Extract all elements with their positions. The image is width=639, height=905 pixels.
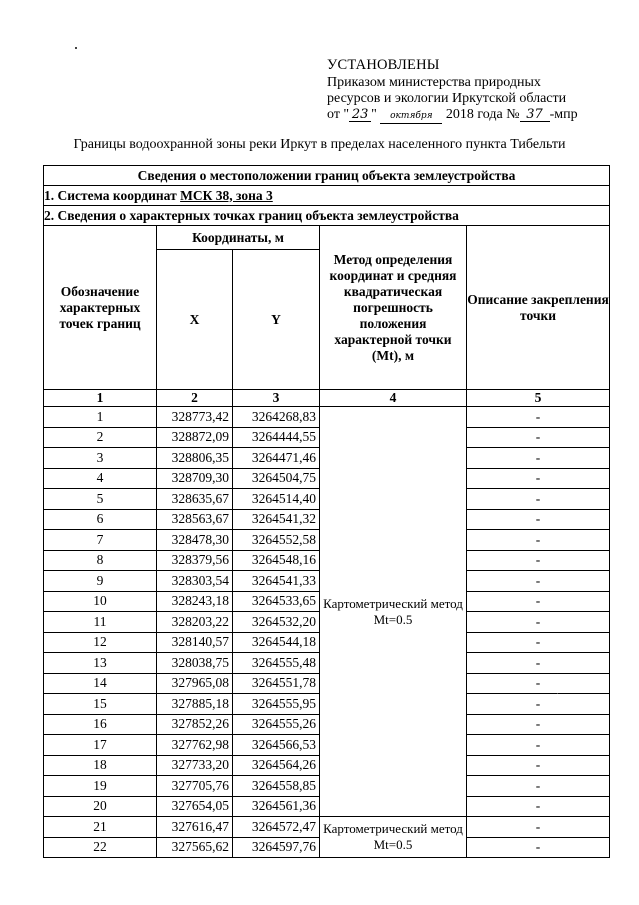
- coord-x: 327616,47: [157, 817, 233, 838]
- scan-speck: [75, 47, 77, 49]
- point-description: -: [467, 776, 610, 797]
- coord-y: 3264564,26: [233, 755, 320, 776]
- coord-x: 327705,76: [157, 776, 233, 797]
- col-number-2: 2: [157, 390, 233, 407]
- date-year: 2018 года №: [445, 107, 520, 122]
- coord-x: 328773,42: [157, 407, 233, 428]
- point-id: 17: [44, 735, 157, 756]
- header-x: X: [157, 250, 233, 390]
- point-description: -: [467, 407, 610, 428]
- point-id: 15: [44, 694, 157, 715]
- section-characteristic-points: 2. Сведения о характерных точках границ объекта землеустройства: [44, 206, 610, 226]
- boundary-points-table: [43, 165, 610, 858]
- coord-y: 3264268,83: [233, 407, 320, 428]
- header-point-designation: Обозначение характерных точек границ: [44, 226, 157, 390]
- coord-x: 327654,05: [157, 796, 233, 817]
- point-id: 22: [44, 837, 157, 858]
- coord-x: 328635,67: [157, 489, 233, 510]
- coord-y: 3264471,46: [233, 448, 320, 469]
- coord-y: 3264548,16: [233, 550, 320, 571]
- point-description: -: [467, 468, 610, 489]
- coord-x: 328872,09: [157, 427, 233, 448]
- point-id: 11: [44, 612, 157, 633]
- point-description: -: [467, 755, 610, 776]
- coord-x: 327762,98: [157, 735, 233, 756]
- point-id: 19: [44, 776, 157, 797]
- col-number-3: 3: [233, 390, 320, 407]
- point-description: -: [467, 653, 610, 674]
- section1-prefix: 1. Система координат: [44, 187, 181, 203]
- coord-y: 3264532,20: [233, 612, 320, 633]
- header-y: Y: [233, 250, 320, 390]
- coord-x: 327885,18: [157, 694, 233, 715]
- coord-y: 3264555,95: [233, 694, 320, 715]
- coord-x: 328563,67: [157, 509, 233, 530]
- coord-x: 328478,30: [157, 530, 233, 551]
- coord-x: 328038,75: [157, 653, 233, 674]
- coord-y: 3264444,55: [233, 427, 320, 448]
- approval-date-line: [327, 107, 627, 124]
- coord-x: 328379,56: [157, 550, 233, 571]
- col-number-5: 5: [467, 390, 610, 407]
- point-id: 13: [44, 653, 157, 674]
- header-method: Метод определения координат и средняя квадратическая погрешность положения характерной точки (Mt), м: [320, 226, 467, 390]
- point-id: 21: [44, 817, 157, 838]
- table-row: [44, 817, 610, 838]
- point-id: 4: [44, 468, 157, 489]
- coord-x: 328709,30: [157, 468, 233, 489]
- point-description: -: [467, 694, 610, 715]
- point-id: 8: [44, 550, 157, 571]
- point-id: 16: [44, 714, 157, 735]
- coord-y: 3264597,76: [233, 837, 320, 858]
- coord-y: 3264572,47: [233, 817, 320, 838]
- coord-y: 3264504,75: [233, 468, 320, 489]
- approval-line-2: ресурсов и экологии Иркутской области: [327, 91, 567, 106]
- point-description: -: [467, 550, 610, 571]
- coord-y: 3264555,26: [233, 714, 320, 735]
- date-quote-close: ": [371, 107, 377, 122]
- scan-speck: [557, 693, 558, 694]
- coord-x: 328806,35: [157, 448, 233, 469]
- order-suffix: -мпр: [549, 107, 578, 122]
- coord-x: 327733,20: [157, 755, 233, 776]
- col-number-4: 4: [320, 390, 467, 407]
- coord-x: 327965,08: [157, 673, 233, 694]
- handwritten-day: 23: [349, 108, 371, 122]
- point-description: -: [467, 489, 610, 510]
- point-description: -: [467, 817, 610, 838]
- point-id: 7: [44, 530, 157, 551]
- point-description: -: [467, 714, 610, 735]
- coord-x: 328203,22: [157, 612, 233, 633]
- point-id: 1: [44, 407, 157, 428]
- coord-x: 327852,26: [157, 714, 233, 735]
- coord-y: 3264555,48: [233, 653, 320, 674]
- coord-y: 3264544,18: [233, 632, 320, 653]
- point-description: -: [467, 632, 610, 653]
- point-id: 2: [44, 427, 157, 448]
- point-id: 12: [44, 632, 157, 653]
- point-description: -: [467, 735, 610, 756]
- point-description: -: [467, 796, 610, 817]
- coord-y: 3264541,32: [233, 509, 320, 530]
- point-description: -: [467, 530, 610, 551]
- point-description: -: [467, 837, 610, 858]
- coord-x: 328243,18: [157, 591, 233, 612]
- header-coordinates: Координаты, м: [157, 226, 320, 250]
- point-id: 5: [44, 489, 157, 510]
- coord-x: 327565,62: [157, 837, 233, 858]
- coord-y: 3264561,36: [233, 796, 320, 817]
- approval-block: [327, 57, 627, 124]
- coord-y: 3264566,53: [233, 735, 320, 756]
- col-number-1: 1: [44, 390, 157, 407]
- method-cell: Картометрический метод Mt=0.5: [320, 407, 467, 817]
- coord-y: 3264558,85: [233, 776, 320, 797]
- point-description: -: [467, 612, 610, 633]
- point-id: 18: [44, 755, 157, 776]
- table-row: [44, 407, 610, 428]
- point-description: -: [467, 427, 610, 448]
- coord-y: 3264551,78: [233, 673, 320, 694]
- coordinate-system-name: МСК 38, зона 3: [180, 187, 273, 203]
- point-id: 20: [44, 796, 157, 817]
- handwritten-order-number: 37: [520, 108, 550, 122]
- document-subtitle: Границы водоохранной зоны реки Иркут в пределах населенного пункта Тибельти: [73, 137, 566, 152]
- coord-y: 3264541,33: [233, 571, 320, 592]
- point-id: 9: [44, 571, 157, 592]
- table-title: Сведения о местоположении границ объекта землеустройства: [44, 166, 610, 186]
- point-id: 6: [44, 509, 157, 530]
- point-id: 14: [44, 673, 157, 694]
- point-id: 10: [44, 591, 157, 612]
- coord-x: 328140,57: [157, 632, 233, 653]
- point-description: -: [467, 509, 610, 530]
- section-coordinate-system: [44, 186, 610, 206]
- approval-line-1: Приказом министерства природных: [327, 75, 541, 90]
- point-description: -: [467, 673, 610, 694]
- coord-y: 3264514,40: [233, 489, 320, 510]
- point-description: -: [467, 591, 610, 612]
- handwritten-month: октября: [380, 110, 442, 124]
- point-description: -: [467, 571, 610, 592]
- date-prefix: от ": [327, 107, 350, 122]
- point-description: -: [467, 448, 610, 469]
- coord-y: 3264533,65: [233, 591, 320, 612]
- approval-heading: УСТАНОВЛЕНЫ: [327, 57, 440, 73]
- coord-y: 3264552,58: [233, 530, 320, 551]
- method-cell: Картометрический метод Mt=0.5: [320, 817, 467, 858]
- coord-x: 328303,54: [157, 571, 233, 592]
- point-id: 3: [44, 448, 157, 469]
- header-description: Описание закрепления точки: [467, 226, 610, 390]
